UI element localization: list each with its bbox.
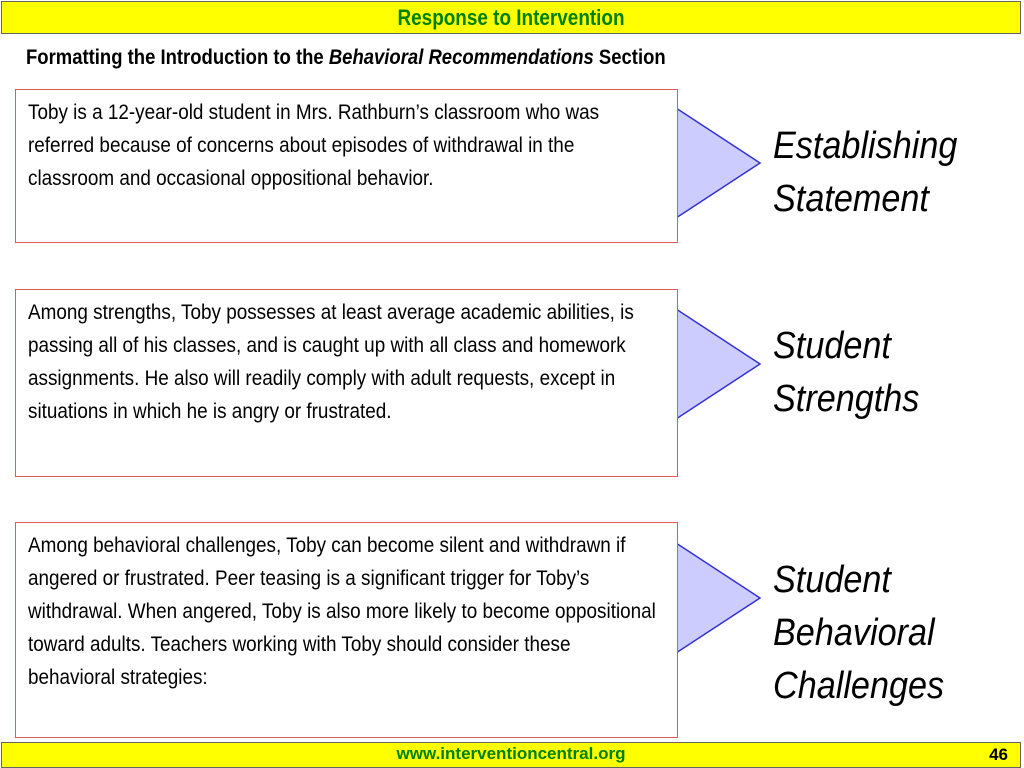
slide-subtitle	[26, 46, 666, 70]
arrow-right-icon	[676, 108, 762, 218]
label-line: Establishing	[773, 125, 958, 167]
student-strengths-box	[15, 289, 678, 477]
label-line: Statement	[773, 178, 929, 220]
label-line: Student	[773, 325, 891, 367]
header-bar	[1, 1, 1021, 34]
page-number: 46	[989, 745, 1008, 764]
establishing-statement-text: Toby is a 12-year-old student in Mrs. Rathburn’s classroom who was referred because of concerns about episodes of withdrawal in the classroom and occasional oppositional behavior.	[28, 101, 600, 190]
subtitle-prefix: Formatting the Introduction to the	[26, 46, 329, 69]
arrow-right-icon	[676, 309, 762, 419]
label-line: Student	[773, 559, 891, 601]
student-strengths-label	[773, 320, 919, 426]
label-line: Strengths	[773, 378, 920, 420]
student-behavioral-challenges-box	[15, 522, 678, 738]
subtitle-suffix: Section	[593, 46, 666, 69]
label-line: Behavioral	[773, 612, 935, 654]
header-title: Response to Intervention	[397, 4, 625, 30]
footer-bar	[1, 742, 1021, 768]
arrow-right-icon	[676, 543, 762, 653]
footer-url-link[interactable]: www.interventioncentral.org	[396, 744, 626, 763]
subtitle-emphasis: Behavioral Recommendations	[328, 46, 594, 69]
label-line: Challenges	[773, 665, 945, 707]
establishing-statement-label	[773, 120, 957, 226]
student-behavioral-challenges-label	[773, 554, 944, 713]
student-strengths-text: Among strengths, Toby possesses at least average academic abilities, is passing all of his classes, and is caught up with all class and homework assignments. He also will readily comply with adult requests, except in situations in which he is angry or frustrated.	[28, 301, 634, 423]
student-behavioral-challenges-text: Among behavioral challenges, Toby can become silent and withdrawn if angered or frustrated. Peer teasing is a significant trigger for Toby’s withdrawal. When angered, Toby is also more likely to become oppositional toward adults. Teachers working with Toby should consider these behavioral strategies:	[28, 534, 656, 689]
establishing-statement-box	[15, 89, 678, 243]
